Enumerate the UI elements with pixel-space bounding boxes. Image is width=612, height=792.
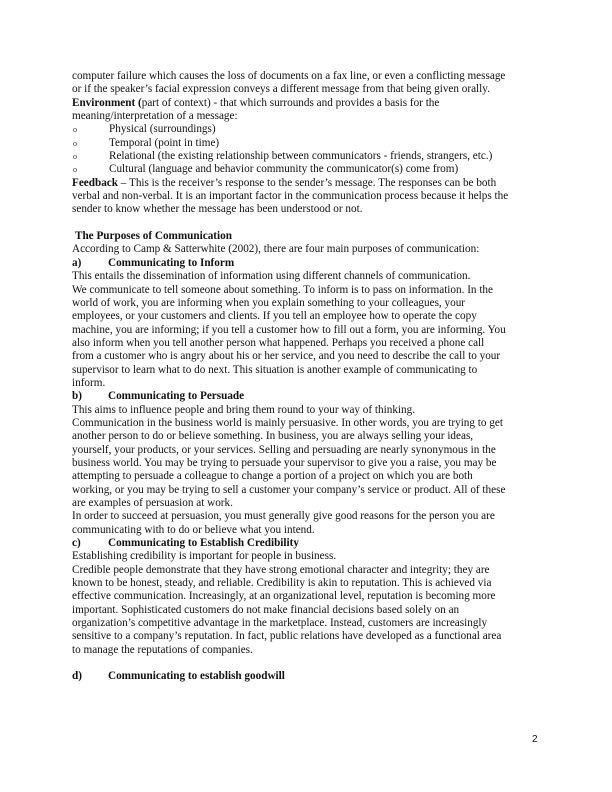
text-line: another person to do or believe something. In business, you are always selling your ideas, (72, 430, 474, 443)
text-line: We communicate to tell someone about something. To inform is to pass on information. In the (72, 283, 493, 296)
text-line: communicating with to do or believe what you intend. (72, 523, 315, 536)
text-line: Communication in the business world is mainly persuasive. In other words, you are trying to get (72, 416, 503, 429)
text-line: also inform when you tell another person what happened. Perhaps you received a phone call (72, 336, 485, 349)
spacer (72, 217, 544, 230)
text-line: Credible people demonstrate that they have strong emotional character and integrity; they are (72, 563, 490, 576)
text-line: attempting to persuade a colleague to change a portion of a project on which you are both (72, 470, 473, 483)
text-line: yourself, your products, or your services. Selling and persuading are nearly synonymous in the (72, 443, 496, 456)
text-line: supervisor to learn what to do next. This situation is another example of communicating to (72, 363, 478, 376)
page-number: 2 (532, 734, 538, 745)
text-line: sender to know whether the message has been understood or not. (72, 203, 363, 216)
document-page (72, 70, 544, 684)
environment-bullet-list (72, 123, 544, 176)
list-item: o Cultural (language and behavior community the communicator(s) come from) (73, 163, 459, 176)
spacer (72, 657, 544, 670)
bullet-circle-icon: o (73, 152, 77, 162)
text-line: employees, or your customers and clients. If you tell an employee how to operate the copy (72, 310, 477, 323)
text-line: machine, you are informing; if you tell a customer how to fill out a form, you are informing. You (72, 323, 506, 336)
text-line: In order to succeed at persuasion, you must generally give good reasons for the person you are (72, 510, 495, 523)
text-line: are examples of persuasion at work. (72, 497, 233, 509)
feedback-definition: Feedback – This is the receiver’s response to the sender’s message. The responses can be both (72, 176, 497, 189)
text-line: to manage the reputations of companies. (72, 643, 253, 656)
text-line: business world. You may be trying to persuade your supervisor to give you a raise, you may be (72, 456, 497, 469)
subsection-heading-persuade: b) Communicating to Persuade (72, 390, 245, 403)
text-line: computer failure which causes the loss of documents on a fax line, or even a conflicting message (72, 70, 506, 82)
text-line: sensitive to a company’s reputation. In fact, public relations have developed as a functional area (72, 630, 502, 643)
feedback-term: Feedback (72, 176, 118, 189)
text-line: verbal and non-verbal. It is an important factor in the communication process because it helps the (72, 190, 509, 203)
text-line: This entails the dissemination of information using different channels of communication. (72, 270, 471, 283)
text-line: effective communication. Increasingly, at an organizational level, reputation is becoming more (72, 590, 496, 603)
text-line: or if the speaker’s facial expression conveys a different message from that being given orally. (72, 83, 490, 96)
text-line: organization’s competitive advantage in the marketplace. Instead, customers are increasingly (72, 617, 488, 630)
list-item: o Physical (surroundings) (73, 123, 216, 136)
section-title: The Purposes of Communication (75, 230, 232, 243)
text-line: Establishing credibility is important for people in business. (72, 550, 337, 563)
bullet-circle-icon: o (73, 125, 77, 135)
subsection-heading-goodwill: d) Communicating to establish goodwill (72, 670, 285, 683)
bullet-circle-icon: o (73, 165, 77, 175)
text-line: world of work, you are informing when you explain something to your colleagues, your (72, 296, 466, 309)
environment-definition: Environment (part of context) - that which surrounds and provides a basis for the (72, 96, 440, 109)
text-line: important. Sophisticated customers do not make financial decisions based solely on an (72, 603, 460, 616)
text-line: This aims to influence people and bring them round to your way of thinking. (72, 403, 416, 416)
text-line: inform. (72, 376, 106, 389)
text-line: from a customer who is angry about his or her service, and you need to describe the call to your (72, 350, 501, 363)
subsection-heading-credibility: c) Communicating to Establish Credibility (72, 537, 299, 550)
list-item: o Temporal (point in time) (73, 136, 220, 149)
text-line: known to be honest, steady, and reliable. Credibility is akin to reputation. This is achieved via (72, 577, 492, 590)
list-item: o Relational (the existing relationship between communicators - friends, strangers, etc.) (73, 150, 493, 163)
text-line: meaning/interpretation of a message: (72, 110, 238, 123)
environment-term: Environment ( (72, 96, 142, 109)
text-line: working, or you may be trying to sell a customer your company’s service or product. All of these (72, 483, 506, 496)
text-line: According to Camp & Satterwhite (2002), there are four main purposes of communication: (72, 243, 480, 256)
subsection-heading-inform: a) Communicating to Inform (72, 256, 235, 269)
bullet-circle-icon: o (73, 138, 77, 148)
